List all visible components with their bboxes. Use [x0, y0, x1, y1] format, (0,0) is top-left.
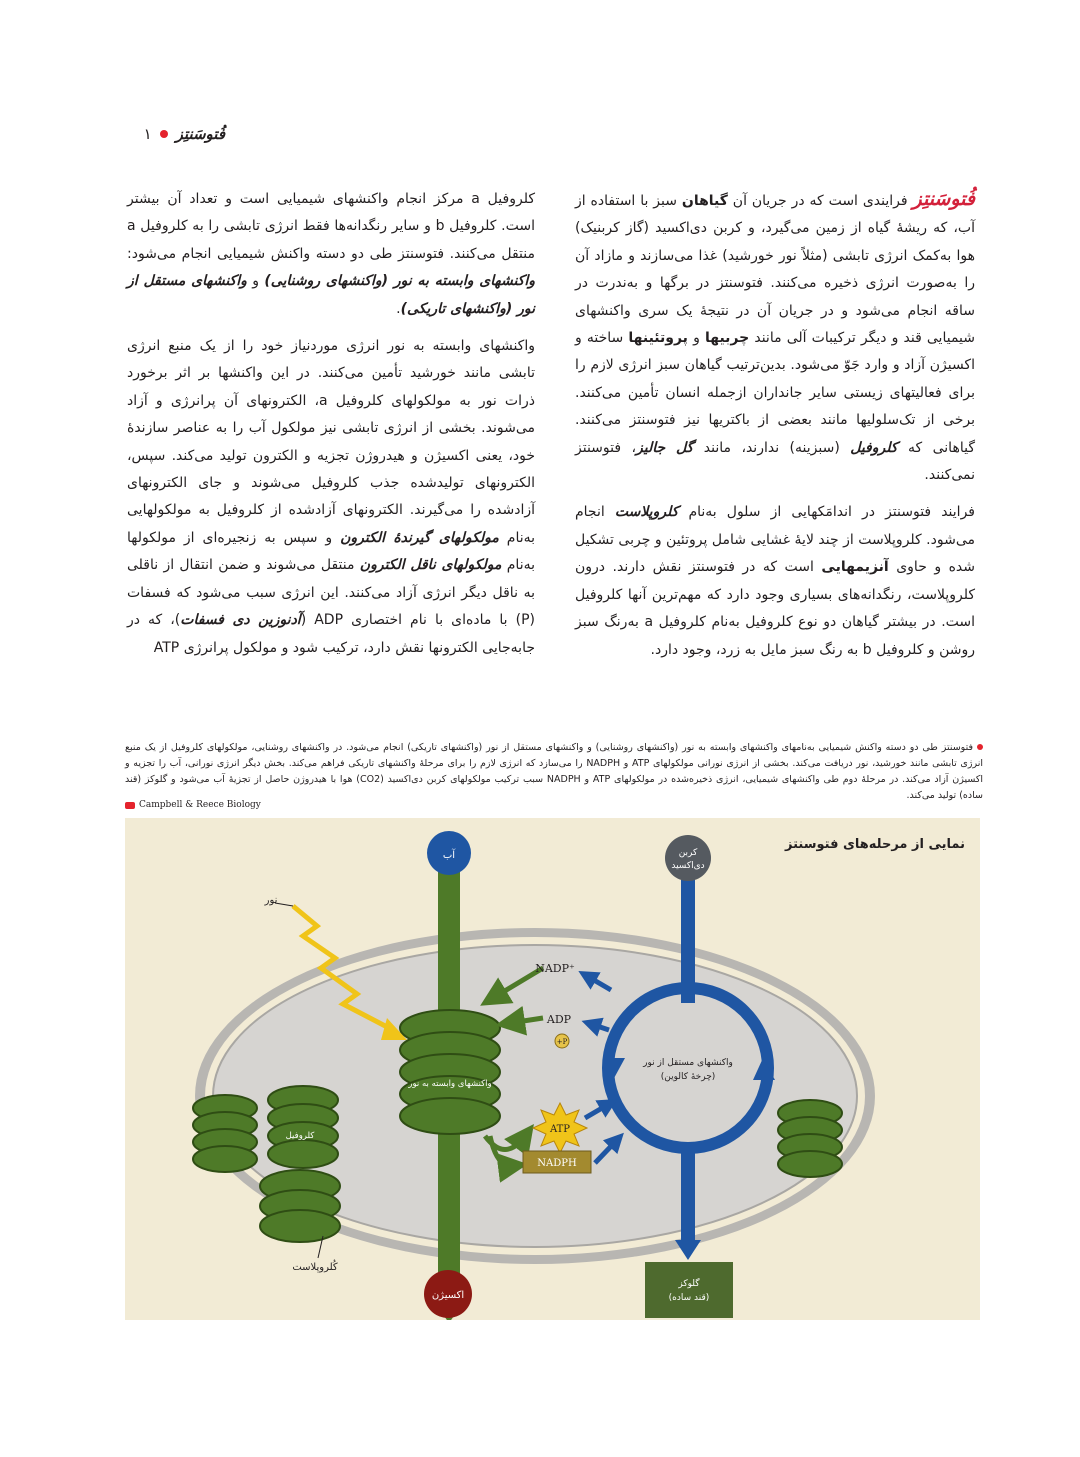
caption-text: فتوسنتز طی دو دسته واکنش شیمیایی به‌نامهای واکنشهای وابسته به نور (واکنشهای روشنایی) و واکنشهای مستقل از نور (واکنشهای تاریکی) انجام می‌شود. در واکنشهای روشنایی، مولکولهای کلروفیل از یک منبع انرژی تابشی مانند خورشید، نور دریافت می‌کند. بخشی از انرژی نورانی مولکولهای ATP و NADPH را می‌سازد که انرژی لازم را برای مرحلهٔ واکنشهای تاریکی فراهم می‌کند. بخش دیگر انرژی نورانی، آب را تجزیه و اکسیژن آزاد می‌کند. در مرحلهٔ دوم طی واکنشهای شیمیایی، انرژی ذخیره‌شده در مولکولهای ATP و NADPH سبب ترکیب مولکولهای کربن دی‌اکسید (CO2) هوا با هیدروژن حاصل از تجزیهٔ آب می‌شود و گلوکز (قند ساده) تولید می‌کند. — [125, 742, 983, 801]
text: است که در فتوسنتز نقش دارند. درون کلروپلاست، رنگدانه‌های بسیاری وجود دارد که مهم‌ترین آنها کلروفیل است. در بیشتر گیاهان دو نوع کلروفیل به‌نام کلروفیل a به‌رنگ سبز روشن و کلروفیل b به رنگ سبز مایل به زرد، وجود دارد. — [575, 559, 976, 658]
page-header — [125, 122, 225, 146]
text: واکنشهای وابسته به نور انرژی موردنیاز خود را از یک منبع انرژی تابشی مانند خورشید تأمین می‌کنند. در این واکنشها بر اثر برخورد ذرات نور به مولکولهای کلروفیل a، الکترونهای آن پرانرژی و آزاد می‌شوند. بخشی از انرژی تابشی نیز مولکول آب را به عناصر سازندهٔ خود، یعنی اکسیژن و هیدروژن تجزیه و الکترون تولید می‌کند. سپس، الکترونهای تولیدشده جذب کلروفیل می‌شوند و جای الکترونهای آزادشده را می‌گیرند. الکترونهای آزادشده از کلروفیل به مولکولهایی به‌نام — [127, 338, 536, 546]
keyword: چربیها — [704, 330, 750, 347]
paragraph — [575, 499, 975, 663]
keyword: پروتئینها — [628, 330, 688, 347]
bullet-icon — [977, 744, 983, 750]
light-reactions-label: واکنشهای وابسته به نور — [408, 1079, 492, 1089]
glucose-label-line2: (قند ساده) — [668, 1293, 710, 1303]
keyword: آنزیمهایی — [821, 559, 889, 576]
credit-text: Campbell & Reece Biology — [139, 800, 261, 810]
co2-label-line2: دی‌اکسید — [671, 861, 705, 871]
light-label: نور — [264, 895, 278, 906]
keyword: مولکولهای گیرندهٔ الکترون — [340, 529, 499, 546]
granum-left-small — [193, 1095, 257, 1172]
co2-node — [665, 835, 711, 881]
photosynthesis-diagram — [125, 818, 980, 1320]
keyword: واکنشهای وابسته به نور (واکنشهای روشنایی) — [264, 273, 535, 290]
paragraph — [127, 333, 535, 662]
glucose-label-line1: گلوکز — [678, 1279, 700, 1289]
text: منتقل می‌شوند و ضمن انتقال از ناقلی به ناقل دیگر انرژی آزاد می‌کنند. این انرژی سبب می‌شود که فسفات (P) با ماده‌ای با نام اختصاری ADP ( — [127, 557, 536, 629]
text: ساخته و اکسیژن آزاد و وارد جَوّ می‌شود. بدین‌ترتیب گیاهان سبز انرژی لازم را برای فعالیتهای زیستی سایر جانداران ازجمله انسان تأمین می‌کنند. برخی از تک‌سلولیها مانند بعضی از باکتریها نیز فتوسنتز می‌کنند. گیاهانی که — [575, 330, 975, 456]
chloroplast-label: کُلروپلاست — [292, 1262, 338, 1273]
red-dot-icon — [160, 130, 168, 138]
keyword: واکنشهای مستقل از نور (واکنشهای تاریکی) — [127, 273, 535, 317]
text: و — [246, 273, 265, 290]
granum-left — [268, 1086, 338, 1168]
light-leader-line — [275, 903, 293, 906]
text: انجام می‌شود. کلروپلاست از چند لایهٔ غشایی شامل پروتئین و چربی تشکیل شده و حاوی — [575, 504, 975, 576]
diagram-canvas — [125, 818, 980, 1320]
granum-light-reactions — [400, 1010, 500, 1134]
keyword: کلروپلاست — [614, 504, 679, 521]
adp-label: ADP — [546, 1013, 572, 1026]
glucose-box — [645, 1262, 733, 1318]
co2-label-line1: کربن — [678, 848, 698, 858]
chapter-title: فُتوسَنتِز — [175, 125, 225, 143]
text: سبز با استفاده از آب، که ریشهٔ گیاه از زمین می‌گیرد، و کربن دی‌اکسید (گاز کربنیک) هوا به‌کمک انرژی تابشی (مثلاً نور خورشید) غذا می‌سازند و مازاد آن را به‌صورت انرژی ذخیره می‌کنند. فتوسنتز در برگها و به‌ندرت در ساقه انجام می‌شود و در جریان آن در نتیجهٔ یک سری واکنشهای شیمیایی قند و دیگر ترکیبات آلی مانند — [575, 193, 975, 347]
text: ، فتوسنتز نمی‌کنند. — [575, 439, 975, 484]
text: فرایند فتوسنتز در اندامَکهایی از سلول به‌نام — [678, 504, 975, 521]
text: فرایندی است که در جریان آن — [727, 193, 913, 209]
keyword: گل جالیز — [636, 439, 694, 456]
chlorophyll-label: کلروفیل — [285, 1131, 315, 1141]
nadph-label: NADPH — [537, 1158, 577, 1169]
calvin-label-line2: (چرخهٔ کالوین) — [660, 1072, 716, 1082]
keyword: آدنوزین دی فسفات — [180, 612, 301, 629]
text: کلروفیل a مرکز انجام واکنشهای شیمیایی است و تعداد آن بیشتر است. کلروفیل b و سایر رنگدانه‌ها فقط انرژی تابشی را به کلروفیل a منتقل می‌کنند. فتوسنتز طی دو دسته واکنش شیمیایی انجام می‌شود: — [127, 191, 535, 262]
text: و سپس به زنجیره‌ای از مولکولها به‌نام — [127, 529, 535, 574]
granum-left-lower — [260, 1170, 340, 1242]
glucose-arrowhead — [675, 1240, 701, 1260]
keyword: کلروفیل — [850, 439, 898, 456]
text: و — [687, 330, 705, 347]
granum-right — [778, 1100, 842, 1177]
phosphate-label: +P — [556, 1038, 568, 1046]
text: )، که در جابه‌جایی الکترونها نقش دارد، ترکیب شود و مولکول پرانرژی ATP — [127, 612, 535, 656]
oxygen-label: اکسیژن — [431, 1290, 465, 1301]
atp-label: ATP — [549, 1124, 571, 1135]
entry-term: فُتوسَنتِز — [912, 188, 975, 210]
text: . — [396, 300, 401, 317]
figure-title: نمایی از مرحله‌های فتوسنتز — [785, 837, 965, 852]
figure-credit — [125, 800, 261, 810]
column-right — [575, 186, 975, 674]
water-label: آب — [442, 850, 456, 861]
glucose-pathway — [681, 1148, 695, 1243]
paragraph — [127, 186, 535, 323]
book-logo-icon — [125, 802, 135, 809]
calvin-label-line1: واکنشهای مستقل از نور — [643, 1058, 733, 1068]
text: (سبزینه) ندارند، مانند — [693, 439, 851, 456]
keyword: مولکولهای ناقل الکترون — [359, 557, 502, 574]
page-number: ۱ — [143, 125, 152, 143]
nadp-label: NADP⁺ — [535, 962, 575, 975]
keyword: گیاهان — [681, 193, 728, 209]
column-left — [127, 186, 535, 672]
figure-caption — [125, 740, 983, 804]
paragraph — [575, 186, 975, 489]
